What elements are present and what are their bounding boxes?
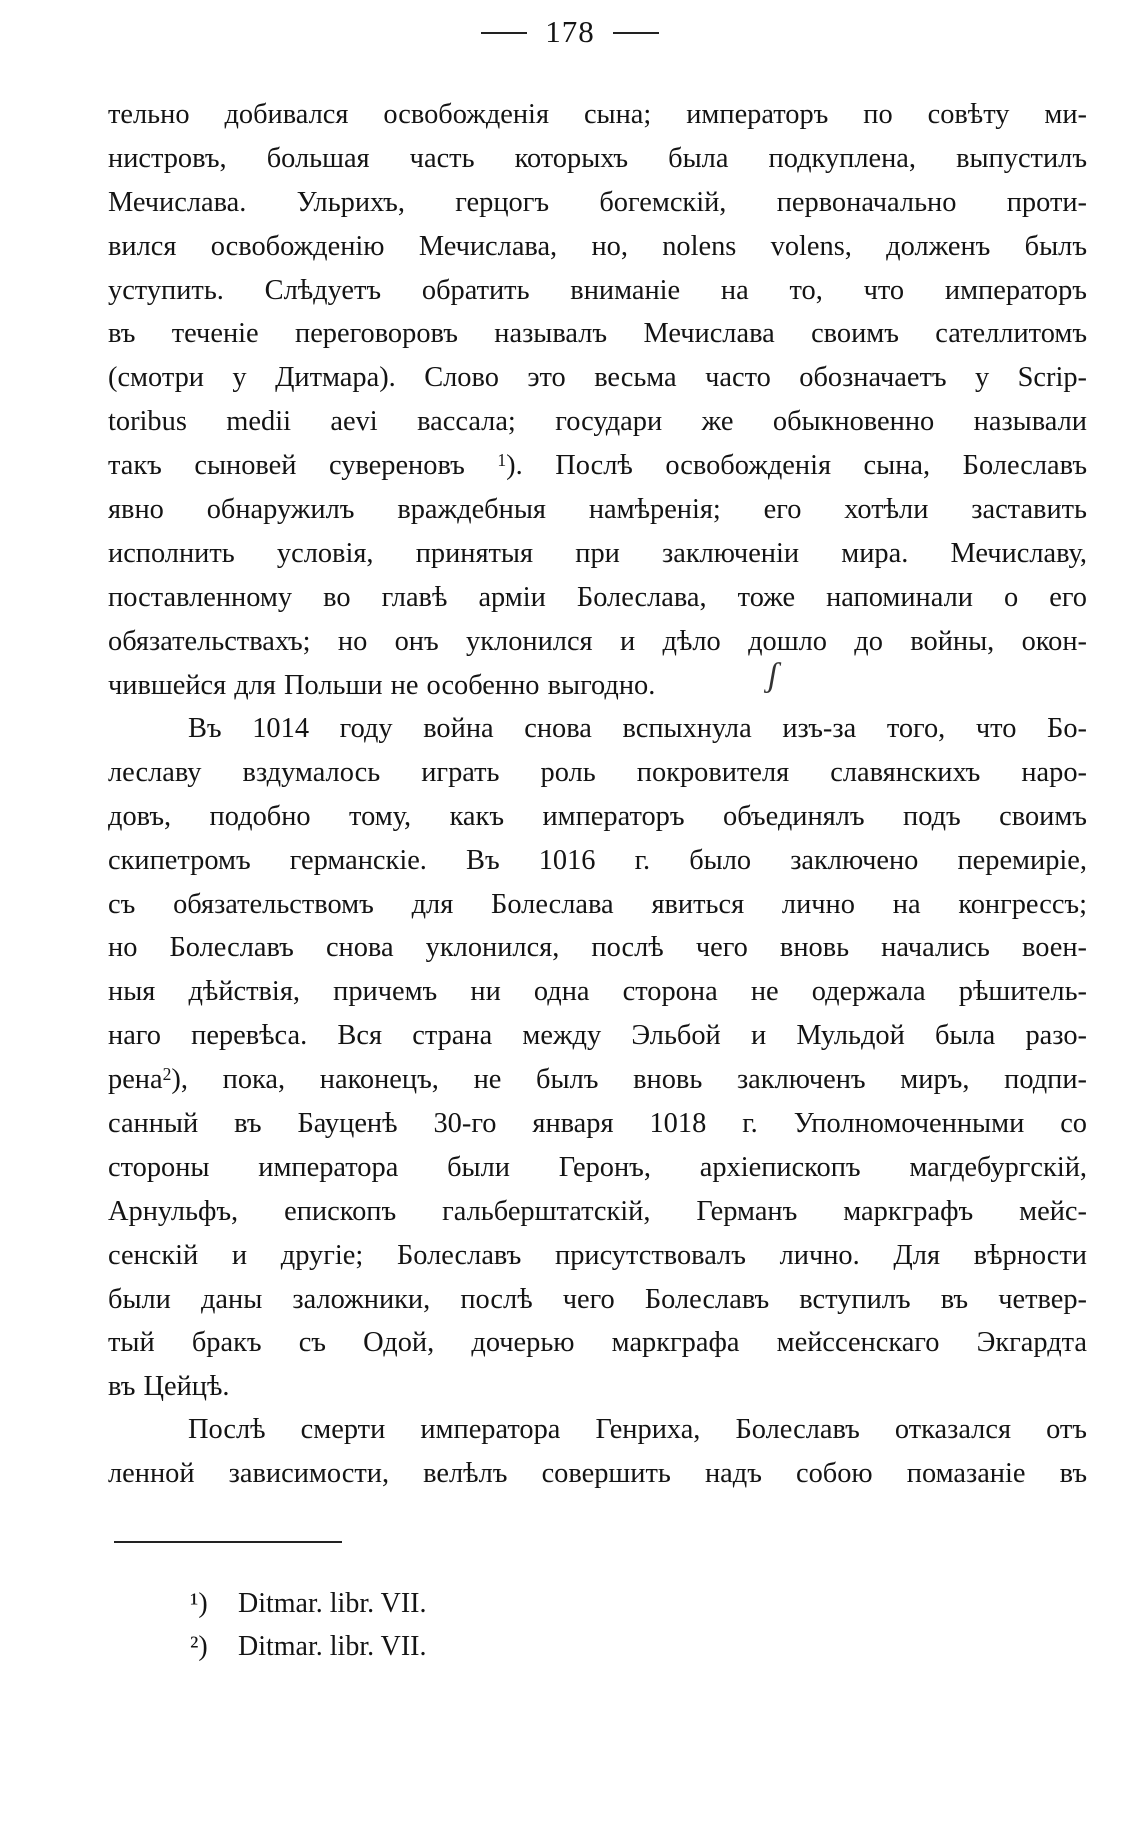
text-line: стороны императора были Геронъ, архіепископъ магдебургскій, — [108, 1151, 1087, 1183]
text-line: довъ, подобно тому, какъ императоръ объединялъ подъ своимъ — [108, 800, 1087, 832]
text-line: исполнить условія, принятыя при заключеніи мира. Мечиславу, — [108, 537, 1087, 569]
footnote-text: Ditmar. libr. VII. — [238, 1631, 427, 1662]
footnote-2 — [190, 1625, 426, 1668]
footnote-1 — [190, 1582, 426, 1625]
footnote-mark: ¹) — [190, 1588, 208, 1619]
header-dash-right — [613, 32, 659, 34]
text-line: вился освобожденію Мечислава, но, nolens volens, долженъ былъ — [108, 230, 1087, 262]
text-line: обязательствахъ; но онъ уклонился и дѣло дошло до войны, окон- — [108, 625, 1087, 657]
footnote-mark: ²) — [190, 1631, 208, 1662]
footnote-ref-2[interactable]: 2 — [162, 1064, 172, 1085]
text-segment: Въ 1014 году война снова вспыхнула изъ-за того, что Бо- — [188, 713, 1087, 744]
text-line: Мечислава. Ульрихъ, герцогъ богемскій, первоначально проти- — [108, 186, 1087, 218]
text-line: нистровъ, большая часть которыхъ была подкуплена, выпустилъ — [108, 142, 1087, 174]
text-line: съ обязательствомъ для Болеслава явиться лично на конгрессъ; — [108, 888, 1087, 920]
text-line: въ теченіе переговоровъ называлъ Мечислава своимъ сателлитомъ — [108, 318, 1087, 350]
text-line: поставленному во главѣ арміи Болеслава, тоже напоминали о его — [108, 581, 1087, 613]
text-line: Арнульфъ, епископъ гальберштатскій, Германъ маркграфъ мейс- — [108, 1195, 1087, 1227]
pen-mark-glyph: ʃ — [768, 657, 778, 694]
text-line: тый бракъ съ Одой, дочерью маркграфа мейссенскаго Экгардта — [108, 1327, 1087, 1359]
footnote-divider — [114, 1541, 342, 1543]
text-line: тельно добивался освобожденія сына; императоръ по совѣту ми- — [108, 99, 1087, 130]
text-line: наго перевѣса. Вся страна между Эльбой и Мульдой была разо- — [108, 1020, 1087, 1052]
text-line-indented — [108, 707, 1087, 751]
text-line: были даны заложники, послѣ чего Болеславъ вступилъ въ четвер- — [108, 1283, 1087, 1315]
text-line: санный въ Бауценѣ 30-го января 1018 г. Уполномоченными со — [108, 1108, 1087, 1140]
text-segment: такъ сыновей суверeновъ — [108, 450, 465, 482]
text-line: ныя дѣйствія, причемъ ни одна сторона не одержала рѣшитель- — [108, 976, 1087, 1008]
text-line: toribus medii aevi вассала; государи же обыкновенно называли — [108, 406, 1087, 438]
text-line: въ Цейцѣ. — [108, 1371, 230, 1403]
text-line: ленной зависимости, велѣлъ совершить надъ собою помазаніе въ — [108, 1457, 1087, 1489]
paragraph-1 — [108, 93, 1087, 707]
text-line: но Болеславъ снова уклонился, послѣ чего вновь начались воен- — [108, 932, 1087, 964]
paragraph-3 — [108, 1408, 1087, 1496]
footnote-text: Ditmar. libr. VII. — [238, 1588, 427, 1619]
text-line: леславу вздумалось играть роль покровителя славянскихъ наро- — [108, 756, 1087, 788]
text-line: скипетромъ германскіе. Въ 1016 г. было заключено перемиріе, — [108, 844, 1087, 876]
text-line-indented — [108, 1408, 1087, 1452]
text-segment: рена — [108, 1064, 163, 1096]
page-number: 178 — [545, 14, 595, 49]
text-segment: ), пока, наконецъ, не былъ вновь заключенъ миръ, подпи- — [171, 1064, 1087, 1096]
text-line-with-footnote — [108, 444, 1087, 488]
text-line: сенскій и другіе; Болеславъ присутствовалъ лично. Для вѣрности — [108, 1239, 1087, 1271]
text-line: явно обнаружилъ враждебныя намѣренія; его хотѣли заставить — [108, 494, 1087, 526]
text-line: чившейся для Польши не особенно выгодно. — [108, 669, 656, 701]
text-line-with-footnote — [108, 1058, 1087, 1102]
text-segment: ). Послѣ освобожденія сына, Болеславъ — [506, 450, 1088, 482]
paragraph-2 — [108, 707, 1087, 1409]
text-line: (смотри у Дитмара). Слово это весьма часто обозначаетъ у Scrip- — [108, 362, 1087, 394]
footnotes — [190, 1582, 426, 1668]
page-number-header — [0, 14, 1140, 50]
footnote-ref-1[interactable]: 1 — [497, 450, 507, 471]
text-line: уступить. Слѣдуетъ обратить вниманіе на то, что императоръ — [108, 274, 1087, 306]
text-segment: Послѣ смерти императора Генриха, Болеславъ отказался отъ — [188, 1414, 1087, 1445]
header-dash-left — [481, 32, 527, 34]
